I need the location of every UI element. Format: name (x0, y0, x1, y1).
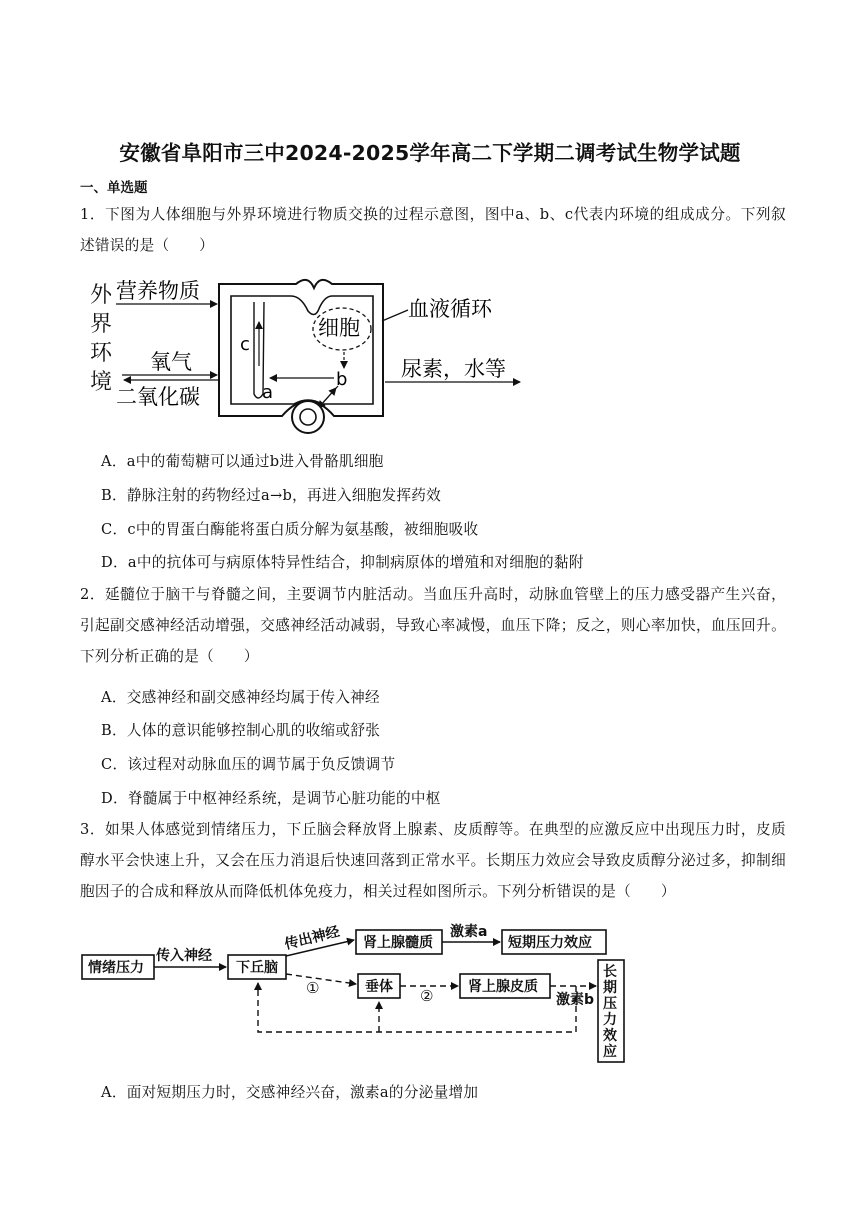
section-heading: 一、单选题 (80, 180, 148, 196)
afferent-label: 传入神经 (156, 948, 212, 964)
cortex-label: 肾上腺皮质 (468, 979, 538, 995)
q1-option-d: D．a中的抗体可与病原体特异性结合，抑制病原体的增殖和对细胞的黏附 (101, 554, 584, 571)
circulation-pointer (382, 310, 408, 321)
q1-option-c: C．c中的胃蛋白酶能将蛋白质分解为氨基酸，被细胞吸收 (101, 521, 479, 538)
q1-option-a: A．a中的葡萄糖可以通过b进入骨骼肌细胞 (101, 453, 384, 470)
co2-label: 二氧化碳 (116, 385, 200, 409)
hypothalamus-label: 下丘脑 (236, 960, 278, 976)
long-term-char-5: 效 (603, 1028, 617, 1044)
long-term-char-4: 力 (603, 1012, 617, 1028)
long-term-char-6: 应 (603, 1044, 617, 1060)
step2-label: ② (420, 987, 434, 1005)
short-term-label: 短期压力效应 (508, 935, 592, 951)
nutrients-label: 营养物质 (116, 279, 200, 303)
label-b: b (336, 369, 348, 390)
label-a: a (262, 382, 274, 403)
question-1-stem: 1．下图为人体细胞与外界环境进行物质交换的过程示意图，图中a、b、c代表内环境的组成成分。下列叙述错误的是（ ） (80, 206, 786, 254)
long-term-char-3: 压 (603, 996, 617, 1012)
q3-option-a: A．面对短期压力时，交感神经兴奋，激素a的分泌量增加 (101, 1084, 479, 1101)
outside-char-3: 环 (90, 341, 113, 366)
q2-option-c: C．该过程对动脉血压的调节属于负反馈调节 (101, 756, 396, 773)
page-title: 安徽省阜阳市三中2024-2025学年高二下学期二调考试生物学试题 (119, 141, 741, 165)
pituitary-label: 垂体 (365, 979, 393, 995)
medulla-label: 肾上腺髓质 (363, 935, 433, 951)
efferent-label: 传出神经 (283, 923, 342, 953)
tissue-inner-frame (231, 296, 373, 404)
figure-1-material-exchange (86, 266, 546, 441)
outside-char-4: 境 (90, 370, 113, 395)
outside-environment-label (90, 283, 113, 395)
stress-label: 情绪压力 (88, 960, 144, 976)
oxygen-label: 氧气 (150, 350, 192, 374)
urine-label: 尿素，水等 (401, 357, 506, 381)
outside-char-1: 外 (90, 283, 113, 308)
capillary-outer (292, 401, 324, 433)
q1-option-b: B．静脉注射的药物经过a→b，再进入细胞发挥药效 (101, 487, 442, 504)
circulation-label: 血液循环 (408, 297, 492, 321)
long-term-char-1: 长 (603, 964, 617, 980)
step1-arrow (286, 974, 356, 984)
q2-option-b: B．人体的意识能够控制心肌的收缩或舒张 (101, 722, 381, 739)
question-2-stem: 2．延髓位于脑干与脊髓之间，主要调节内脏活动。当血压升高时，动脉血管壁上的压力感受器产生兴奋，引起副交感神经活动增强，交感神经活动减弱，导致心率减慢，血压下降；反之，则心率加快，血压回升。下列分析正确的是（ ） (80, 586, 786, 665)
step1-label: ① (306, 979, 320, 997)
q2-option-d: D．脊髓属于中枢神经系统，是调节心脏功能的中枢 (101, 790, 441, 807)
cell-label: 细胞 (318, 316, 360, 340)
outside-char-2: 界 (90, 312, 113, 337)
figure-2-stress-response (80, 924, 640, 1064)
hormone-b-label: 激素b (556, 992, 595, 1008)
capillary-to-b-arrow (322, 388, 336, 404)
q2-option-a: A．交感神经和副交感神经均属于传入神经 (101, 689, 380, 706)
question-3-stem: 3．如果人体感觉到情绪压力，下丘脑会释放肾上腺素、皮质醇等。在典型的应激反应中出现压力时，皮质醇水平会快速上升，又会在压力消退后快速回落到正常水平。长期压力效应会导致皮质醇分泌过多，抑制细胞因子的合成和释放从而降低机体免疫力，相关过程如图所示。下列分析错误的是（ ） (80, 821, 786, 900)
hormone-a-label: 激素a (450, 924, 488, 940)
long-term-char-2: 期 (603, 980, 617, 996)
label-c: c (240, 334, 250, 355)
